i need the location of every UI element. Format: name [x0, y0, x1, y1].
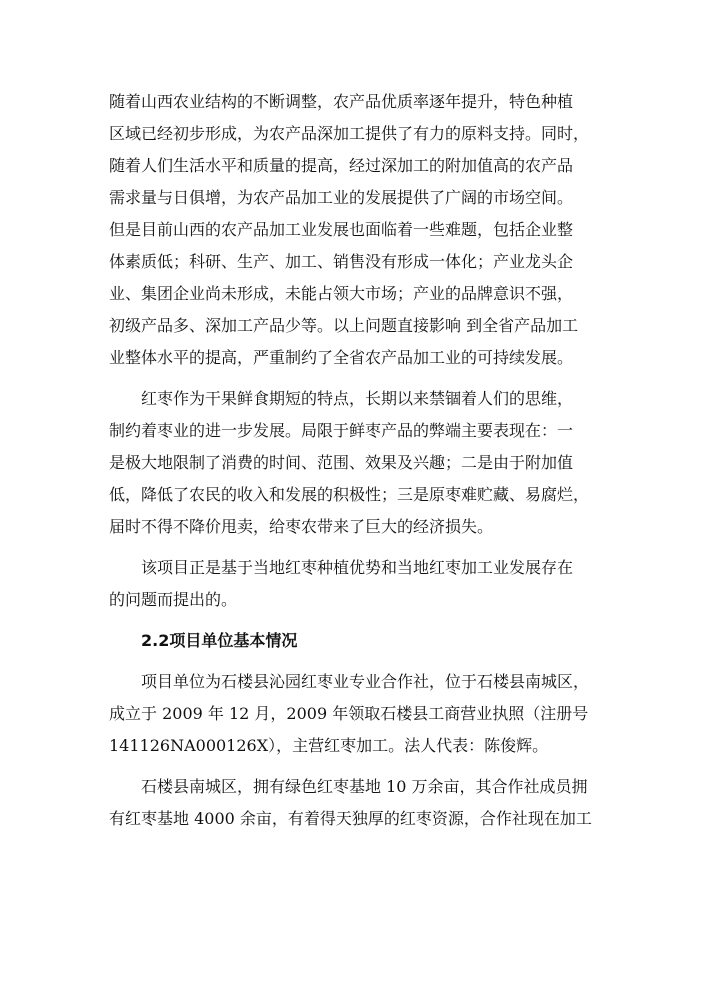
paragraph-1-line-5: 但是目前山西的农产品加工业发展也面临着一些难题，包括企业整 — [109, 220, 574, 239]
section-paragraph-2-line-2: 有红枣基地 4000 余亩，有着得天独厚的红枣资源，合作社现在加工 — [109, 809, 592, 828]
paragraph-3-line-2: 的问题而提出的。 — [109, 590, 238, 609]
section-paragraph-1-line-1: 项目单位为石楼县沁园红枣业专业合作社，位于石楼县南城区， — [141, 672, 590, 691]
paragraph-2-line-3: 是极大地限制了消费的时间、范围、效果及兴趣；二是由于附加值 — [109, 453, 574, 472]
paragraph-1-line-6: 体素质低；科研、生产、加工、销售没有形成一体化；产业龙头企 — [109, 252, 574, 271]
paragraph-2-line-2: 制约着枣业的进一步发展。局限于鲜枣产品的弊端主要表现在：一 — [109, 421, 574, 440]
paragraph-1-line-9: 业整体水平的提高，严重制约了全省农产品加工业的可持续发展。 — [109, 348, 574, 367]
paragraph-2-line-1: 红枣作为干果鲜食期短的特点，长期以来禁锢着人们的思维， — [141, 389, 574, 408]
section-heading: 2.2项目单位基本情况 — [141, 631, 298, 650]
paragraph-2-line-4: 低，降低了农民的收入和发展的积极性；三是原枣难贮藏、易腐烂， — [109, 485, 590, 504]
paragraph-3-line-1: 该项目正是基于当地红枣种植优势和当地红枣加工业发展存在 — [141, 558, 574, 577]
section-paragraph-2-line-1: 石楼县南城区，拥有绿色红枣基地 10 万余亩，其合作社成员拥 — [141, 777, 588, 796]
paragraph-1-line-3: 随着人们生活水平和质量的提高，经过深加工的附加值高的农产品 — [109, 156, 574, 175]
paragraph-1-line-4: 需求量与日俱增，为农产品加工业的发展提供了广阔的市场空间。 — [109, 188, 574, 207]
paragraph-1-line-2: 区域已经初步形成，为农产品深加工提供了有力的原料支持。同时， — [109, 124, 590, 143]
paragraph-1-line-1: 随着山西农业结构的不断调整，农产品优质率逐年提升，特色种植 — [109, 92, 574, 111]
section-paragraph-1-line-3: 141126NA000126X），主营红枣加工。法人代表：陈俊辉。 — [109, 736, 549, 755]
paragraph-1-line-7: 业、集团企业尚未形成，未能占领大市场；产业的品牌意识不强， — [109, 284, 574, 303]
paragraph-2-line-5: 届时不得不降价甩卖，给枣农带来了巨大的经济损失。 — [109, 517, 494, 536]
paragraph-1-line-8: 初级产品多、深加工产品少等。以上问题直接影响 到全省产品加工 — [109, 316, 579, 335]
section-paragraph-1-line-2: 成立于 2009 年 12 月，2009 年领取石楼县工商营业执照（注册号 — [109, 704, 589, 723]
